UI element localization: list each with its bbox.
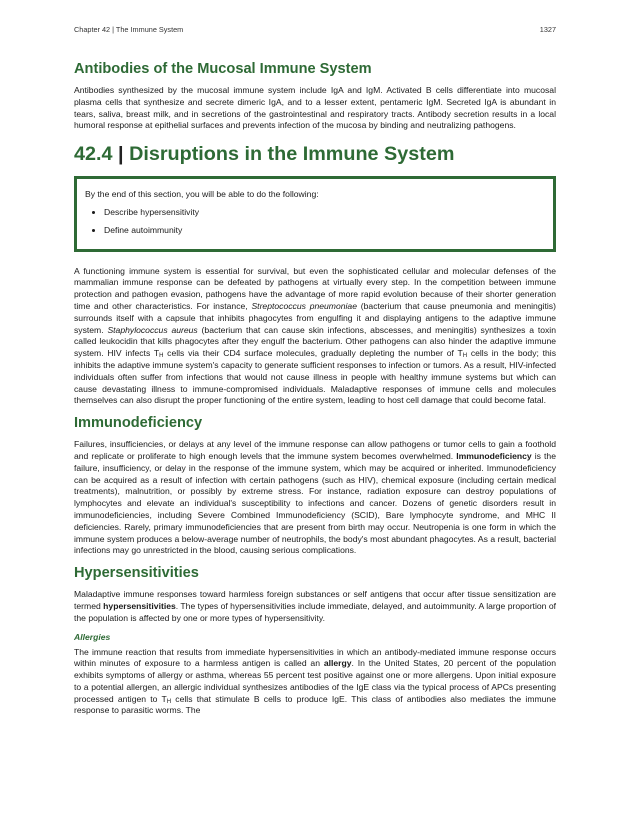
section-title: Disruptions in the Immune System xyxy=(129,143,455,166)
chapter-title: Chapter 42 | The Immune System xyxy=(74,25,184,34)
section-heading xyxy=(74,141,556,167)
key-term: Immunodeficiency xyxy=(456,450,532,461)
objective-item: • Describe hypersensitivity xyxy=(104,207,545,219)
objective-item: • Define autoimmunity xyxy=(104,225,545,237)
mucosal-heading: Antibodies of the Mucosal Immune System xyxy=(74,61,372,77)
species-name: Streptococcus pneumoniae xyxy=(251,300,357,311)
page-number: 1327 xyxy=(539,25,556,34)
key-term: hypersensitivities xyxy=(103,600,176,611)
hypersensitivities-heading: Hypersensitivities xyxy=(74,565,199,582)
mucosal-paragraph: Antibodies synthesized by the mucosal immune system include IgA and IgM. Activated B cells differentiate into mucosal plasma cells that synthesize and secrete dimeric IgA, and to a lesser extent, pentameric IgM. Secreted IgA is abundant in tears, saliva, breast milk, and in secretions of the gastrointestinal and respiratory tracts. Antibody secretion results in a local humoral response at epithelial surfaces and prevents infection of the mucosa by binding and neutralizing pathogens. xyxy=(74,85,556,131)
allergies-paragraph: The immune reaction that results from immediate hypersensitivities in which an antibody-mediated immune response occurs within minutes of exposure to a harmless antigen is called an allergy. In the United States, 20 percent of the population exhibits symptoms of allergy or asthma, whereas 55 percent test positive against one or more allergens. Upon initial exposure to a potential allergen, an allergic individual synthesizes antibodies of the IgE class via the typical process of APCs presenting processed antigen to $T_H$ cells that stimulate B cells to produce IgE. This class of antibodies also mediates the immune response to parasitic worms. The xyxy=(74,646,556,716)
allergies-heading: Allergies xyxy=(74,631,111,642)
species-name: Staphylococcus aureus xyxy=(107,324,198,335)
objectives-list xyxy=(85,207,545,237)
intro-paragraph: A functioning immune system is essential for survival, but even the sophisticated cellular and molecular defenses of the mammalian immune response can be defeated by pathogens at virtually every step. In the competition between immune protection and pathogen evasion, pathogens have the advantage of more rapid evolution because of their shorter generation time and other characteristics. For instance, Streptococcus pneumoniae (bacterium that cause pneumonia and meningitis) surrounds itself with a capsule that inhibits phagocytes from engulfing it and displaying antigens to the adaptive immune system. Staphylococcus aureus (bacterium that can cause skin infections, abscesses, and meningitis) synthesizes a toxin called leukocidin that kills phagocytes after they engulf the bacterium. Other pathogens can also hinder the adaptive immune system. HIV infects $T_H$ cells via their CD4 surface molecules, gradually depleting the number of $T_H$ cells in the body; this inhibits the adaptive immune system's capacity to generate sufficient responses to infection or tumors. As a result, HIV-infected individuals often suffer from infections that would not cause illness in people with healthy immune systems but which can cause devastating illness to immune-compromised individuals. Maladaptive responses of immune cells and molecules themselves can also disrupt the proper functioning of the entire system, leading to host cell damage that could become fatal. xyxy=(74,265,556,406)
hypersensitivities-paragraph: Maladaptive immune responses toward harmless foreign substances or self antigens that occur after tissue sensitization are termed hypersensitivities. The types of hypersensitivities include immediate, delayed, and autoimmunity. A large proportion of the population is affected by one or more types of hypersensitivity. xyxy=(74,589,556,623)
running-header xyxy=(74,25,556,35)
section-separator: | xyxy=(118,143,124,166)
page-content xyxy=(74,60,556,717)
immunodeficiency-paragraph: Failures, insufficiencies, or delays at any level of the immune response can allow pathogens or tumor cells to gain a foothold and replicate or proliferate to high enough levels that the immune system becomes overwhelmed. Immunodeficiency is the failure, insufficiency, or delay in the response of the immune system, which may be acquired or inherited. Immunodeficiency can be acquired as a result of infection with certain pathogens (such as HIV), chemical exposure (including certain medical treatments), malnutrition, or possibly by extreme stress. For instance, radiation exposure can destroy populations of lymphocytes and elevate an individual's susceptibility to infections and cancer. Dozens of genetic disorders result in immunodeficiencies, including Severe Combined Immunodeficiency (SCID), Bare lymphocyte syndrome, and MHC II deficiencies. Rarely, primary immunodeficiencies that are present from birth may occur. Neutropenia is one form in which the immune system produces a below-average number of neutrophils, the body's most abundant phagocytes. As a result, bacterial infections may go unrestricted in the blood, causing serious complications. xyxy=(74,439,556,556)
objectives-intro: By the end of this section, you will be able to do the following: xyxy=(85,189,319,200)
section-number: 42.4 xyxy=(74,143,113,166)
key-term: allergy xyxy=(323,658,352,669)
learning-objectives-box xyxy=(74,176,556,251)
immunodeficiency-heading: Immunodeficiency xyxy=(74,415,203,432)
